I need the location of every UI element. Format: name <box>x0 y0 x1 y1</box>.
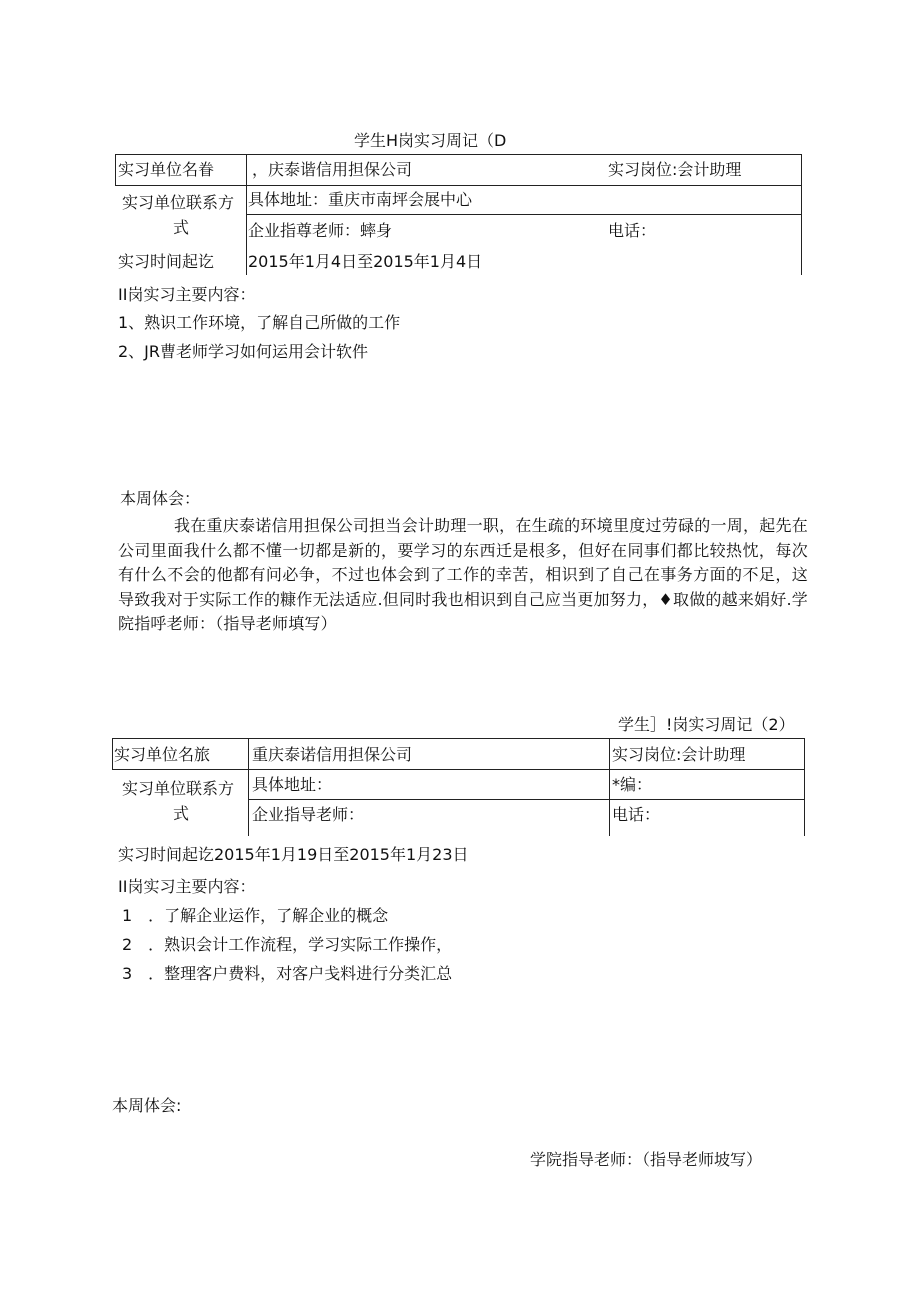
journal2-content-heading: II岗实习主要内容： <box>118 877 256 896</box>
journal1-mentor: 企业指尊老师：蟀身 <box>248 221 393 240</box>
journal2-unit-label: 实习单位名旅 <box>114 745 211 764</box>
journal2-college-mentor: 学院指导老师：（指导老师坡写） <box>530 1150 763 1169</box>
journal2-title: 学生］!岗实习周记（2） <box>618 715 795 734</box>
journal1-unit-value: ，庆泰谐信用担保公司 <box>252 160 413 179</box>
journal1-time-value: 2015年1月4日至2015年1月4日 <box>248 252 483 271</box>
journal1-content-heading: II岗实习主要内容： <box>118 285 256 304</box>
journal2-content-item-2: 2 ．熟识会计工作流程，学习实际工作操作， <box>122 935 453 954</box>
journal2-reflection-heading: 本周体会: <box>112 1096 182 1115</box>
journal1-contact-label-line2: 式 <box>173 218 190 237</box>
journal2-content-item-1: 1 ．了解企业运作，了解企业的概念 <box>122 906 389 925</box>
journal2-time-line: 实习时间起讫2015年1月19日至2015年1月23日 <box>118 845 469 864</box>
journal2-contact-label-line1: 实习单位联系方 <box>122 779 235 798</box>
journal2-address: 具体地址： <box>252 775 333 794</box>
journal2-postcode: *编： <box>612 775 653 794</box>
journal2-position: 实习岗位:会计助理 <box>612 745 746 764</box>
journal1-time-label: 实习时间起讫 <box>118 252 215 271</box>
journal1-reflection-heading: 本周体会： <box>120 489 201 508</box>
journal2-mentor: 企业指导老师： <box>252 805 365 824</box>
journal2-content-item-3: 3 ．整理客户费料，对客户戋料进行分类汇总 <box>122 964 453 983</box>
journal2-contact-label-line2: 式 <box>173 804 190 823</box>
journal1-content-item-1: 1、熟识工作环境，了解自己所做的工作 <box>118 313 401 332</box>
journal1-address: 具体地址：重庆市南坪会展中心 <box>248 190 473 209</box>
journal1-position: 实习岗位:会计助理 <box>608 160 742 179</box>
journal1-reflection-text: 我在重庆泰诺信用担保公司担当会计助理一职，在生疏的环境里度过劳碌的一周，起先在公司里面我什么都不懂一切都是新的，要学习的东西迁是根多，但好在同事们都比较热忱，每次有什么不会的他都有问必争，不过也体会到了工作的幸苦，相识到了自己在事务方面的不足，这导致我对于实际工作的糠作无法适应.但同时我也相识到自己应当更加努力，♦取做的越来娟好.学院指呼老师：（指导老师填写） <box>118 516 808 633</box>
journal1-content-item-2: 2、JR曹老师学习如何运用会计软件 <box>118 342 369 361</box>
journal1-phone: 电话： <box>608 221 657 240</box>
journal1-title: 学生H岗实习周记（D <box>354 131 507 150</box>
journal1-unit-label: 实习单位名眷 <box>118 160 215 179</box>
journal1-contact-label-line1: 实习单位联系方 <box>122 193 235 212</box>
journal2-unit-value: 重庆泰诺信用担保公司 <box>252 745 413 764</box>
journal2-phone: 电话： <box>612 805 661 824</box>
